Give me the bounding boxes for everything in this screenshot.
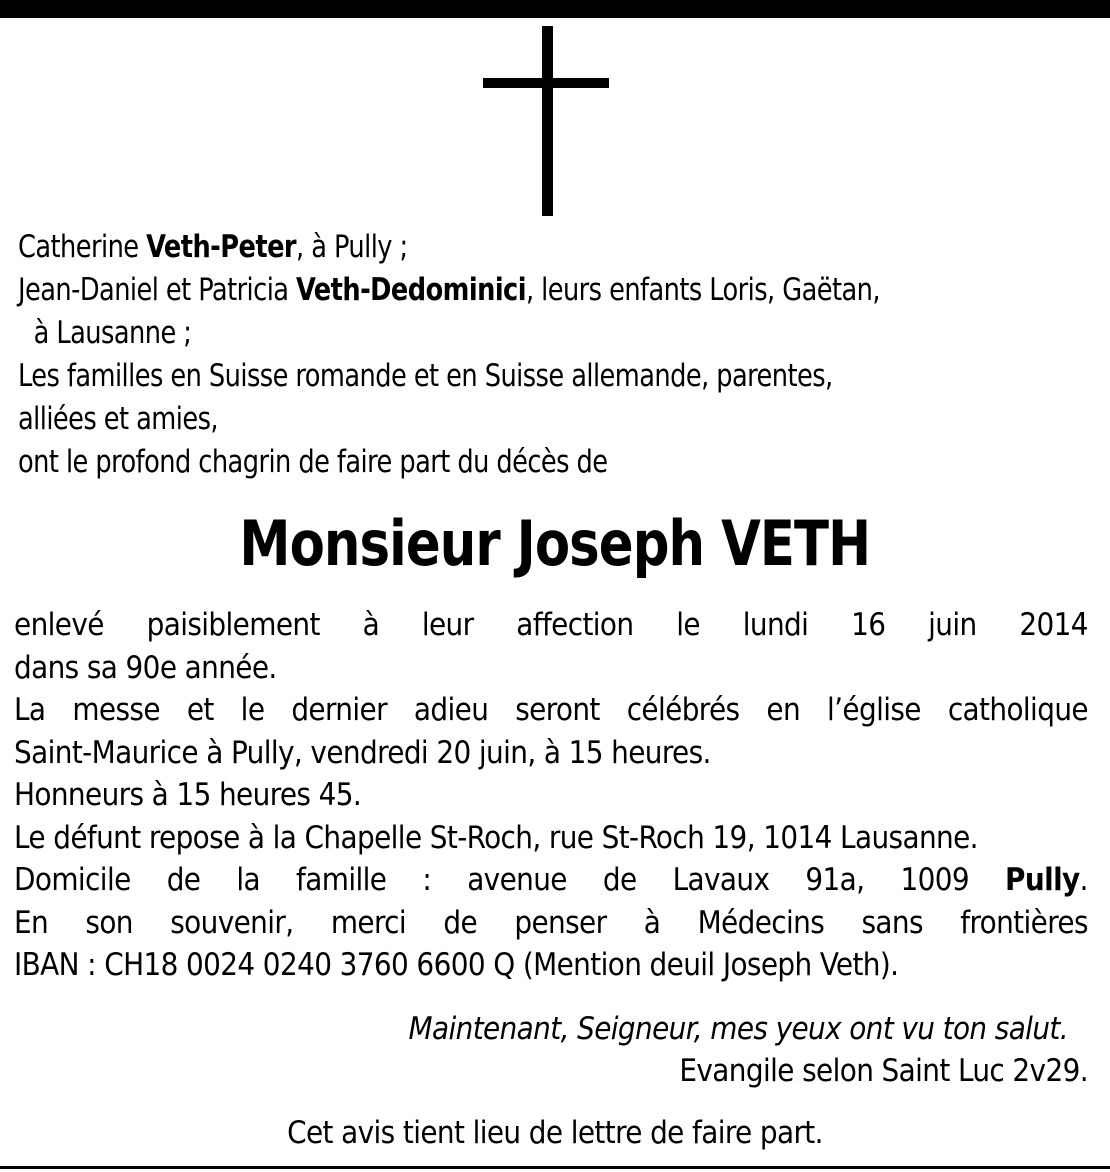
body-line-1	[14, 604, 1088, 647]
word: :	[422, 862, 432, 898]
body-line-7	[14, 859, 1088, 902]
word: l’église	[827, 692, 921, 728]
word: affection	[516, 607, 634, 643]
word: 16	[851, 607, 886, 643]
top-border-rule	[0, 0, 1110, 18]
word: 91a,	[805, 862, 865, 898]
word: frontières	[960, 904, 1088, 941]
word: avenue	[467, 862, 567, 898]
word: catholique	[947, 692, 1088, 728]
word: en	[766, 692, 801, 728]
word: la	[236, 862, 261, 898]
word: de	[602, 862, 637, 898]
word: 1009	[900, 862, 970, 898]
body-line-6: Le défunt repose à la Chapelle St-Roch, rue St-Roch 19, 1014 Lausanne.	[14, 819, 978, 856]
body-line-3	[14, 689, 1088, 732]
quote-source: Evangile selon Saint Luc 2v29.	[679, 1053, 1088, 1089]
word: lundi	[742, 607, 809, 643]
bottom-border-rule	[0, 1166, 1110, 1169]
family-line-3: à Lausanne ;	[33, 315, 192, 351]
word: célébrés	[626, 692, 740, 728]
word: de	[443, 904, 478, 941]
word: paisiblement	[146, 607, 320, 643]
word: La	[14, 692, 46, 728]
body-line-9: IBAN : CH18 0024 0240 3760 6600 Q (Mention deuil Joseph Veth).	[14, 947, 899, 983]
word: le	[240, 692, 265, 728]
family-announcement	[18, 226, 1012, 484]
quote-text: Maintenant, Seigneur, mes yeux ont vu ton salut.	[408, 1011, 1068, 1047]
body-line-8	[14, 902, 1088, 945]
word: Médecins	[697, 904, 825, 941]
scripture-quote	[188, 1008, 1088, 1092]
word: leur	[421, 607, 474, 643]
word: de	[166, 862, 201, 898]
word: enlevé	[14, 607, 104, 643]
deceased-name-heading: Monsieur Joseph VETH	[239, 507, 871, 580]
word: Pully.	[1005, 862, 1088, 898]
word: Domicile	[14, 862, 131, 898]
word: famille	[296, 862, 387, 898]
word: penser	[514, 904, 607, 941]
word: sans	[861, 904, 923, 941]
obituary-body	[14, 604, 1088, 987]
word: adieu	[413, 692, 489, 728]
family-line-5: alliées et amies,	[18, 401, 218, 437]
body-line-4: Saint-Maurice à Pully, vendredi 20 juin, à 15 heures.	[14, 734, 711, 771]
word: son	[85, 904, 133, 941]
family-line-6: ont le profond chagrin de faire part du décès de	[18, 444, 608, 480]
word: dernier	[291, 692, 387, 728]
family-line-2: Jean-Daniel et Patricia Veth-Dedominici, leurs enfants Loris, Gaëtan,	[18, 272, 880, 308]
word: merci	[330, 904, 407, 941]
family-line-1: Catherine Veth-Peter, à Pully ;	[18, 229, 408, 265]
word: 2014	[1019, 607, 1088, 643]
word: à	[643, 904, 661, 941]
word: souvenir,	[170, 904, 294, 941]
word: messe	[72, 692, 160, 728]
family-line-4: Les familles en Suisse romande et en Suisse allemande, parentes,	[18, 358, 833, 394]
word: seront	[515, 692, 600, 728]
word: En	[14, 904, 49, 941]
body-line-5: Honneurs à 15 heures 45.	[14, 777, 362, 813]
word: à	[362, 607, 380, 643]
notice-footer: Cet avis tient lieu de lettre de faire part.	[287, 1115, 823, 1151]
cross-icon	[483, 26, 609, 218]
word: le	[676, 607, 700, 643]
body-line-2: dans sa 90e année.	[14, 649, 277, 686]
word: Lavaux	[672, 862, 770, 898]
word: juin	[928, 607, 977, 643]
word: et	[186, 692, 214, 728]
